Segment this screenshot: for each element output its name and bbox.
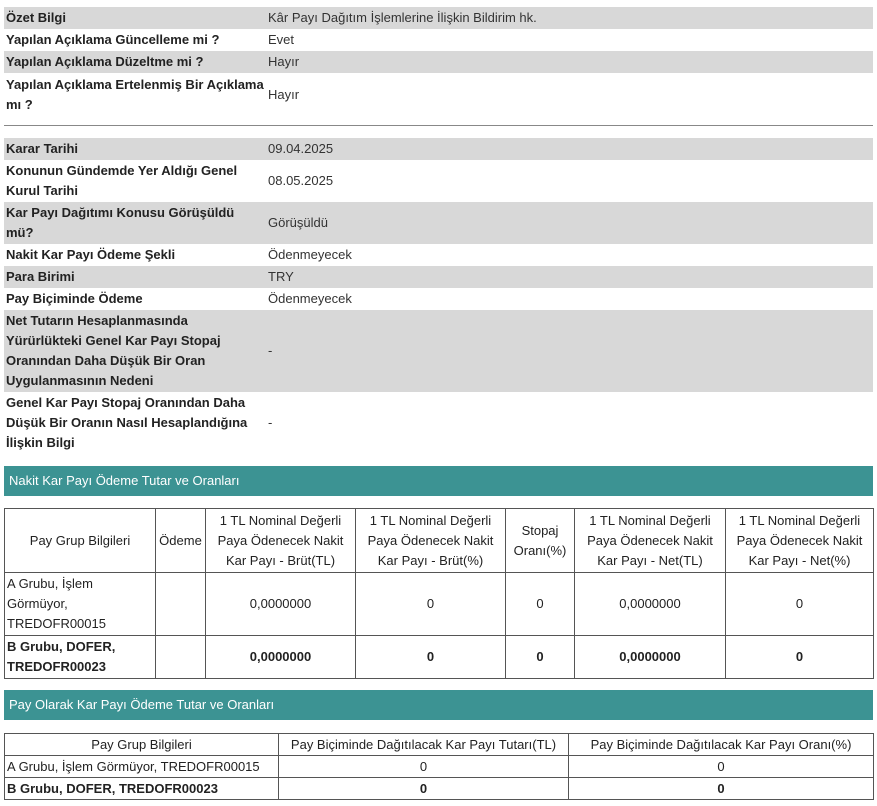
summary-row: [4, 7, 873, 29]
details-value: Görüşüldü: [264, 202, 873, 244]
details-value: Ödenmeyecek: [268, 247, 352, 262]
table-cell: 0: [279, 778, 569, 800]
details-row: [4, 266, 873, 288]
table-cell: 0,0000000: [575, 636, 726, 679]
share-dividend-table: [4, 733, 874, 800]
table-cell: [156, 573, 206, 636]
table-cell: 0: [356, 636, 506, 679]
details-value: 09.04.2025: [264, 138, 873, 160]
details-value: -: [264, 310, 873, 392]
column-header: 1 TL Nominal Değerli Paya Ödenecek Nakit Kar Payı - Net(TL): [575, 509, 726, 573]
column-header: 1 TL Nominal Değerli Paya Ödenecek Nakit Kar Payı - Brüt(%): [356, 509, 506, 573]
table-cell: 0,0000000: [206, 636, 356, 679]
details-row: [4, 202, 873, 244]
table-cell: A Grubu, İşlem Görmüyor, TREDOFR00015: [5, 756, 279, 778]
details-key: Genel Kar Payı Stopaj Oranından Daha Düşük Bir Oranın Nasıl Hesaplandığına İlişkin Bilgi: [6, 395, 248, 450]
details-row: [4, 138, 873, 160]
details-row: [4, 244, 873, 266]
summary-value: Hayır: [264, 51, 873, 73]
table-cell: [156, 636, 206, 679]
column-header: Ödeme: [156, 509, 206, 573]
table-cell: 0: [506, 636, 575, 679]
table-cell: 0,0000000: [206, 573, 356, 636]
details-key: Konunun Gündemde Yer Aldığı Genel Kurul Tarihi: [6, 163, 238, 198]
table-row: [5, 573, 874, 636]
table-cell: 0: [279, 756, 569, 778]
column-header: Pay Biçiminde Dağıtılacak Kar Payı Oranı(%): [569, 734, 874, 756]
column-header: 1 TL Nominal Değerli Paya Ödenecek Nakit Kar Payı - Net(%): [726, 509, 874, 573]
table-cell: 0: [569, 778, 874, 800]
summary-key: Yapılan Açıklama Güncelleme mi ?: [6, 32, 220, 47]
details-key: Karar Tarihi: [4, 138, 264, 160]
summary-key: Özet Bilgi: [4, 7, 264, 29]
summary-key: Yapılan Açıklama Ertelenmiş Bir Açıklama mı ?: [6, 77, 264, 112]
table-cell: 0: [569, 756, 874, 778]
summary-value: Kâr Payı Dağıtım İşlemlerine İlişkin Bildirim hk.: [264, 7, 873, 29]
details-value: 08.05.2025: [268, 173, 334, 188]
table-cell: 0,0000000: [575, 573, 726, 636]
table-cell: B Grubu, DOFER, TREDOFR00023: [5, 778, 279, 800]
table-row: [5, 756, 874, 778]
details-key: Net Tutarın Hesaplanmasında Yürürlükteki Genel Kar Payı Stopaj Oranından Daha Düşük Bir Oran Uygulanmasının Nedeni: [4, 310, 264, 392]
summary-key: Yapılan Açıklama Düzeltme mi ?: [4, 51, 264, 73]
divider: [4, 125, 873, 126]
details-row: [4, 160, 873, 202]
column-header: Pay Biçiminde Dağıtılacak Kar Payı Tutarı(TL): [279, 734, 569, 756]
summary-table: [4, 7, 873, 117]
column-header: 1 TL Nominal Değerli Paya Ödenecek Nakit Kar Payı - Brüt(TL): [206, 509, 356, 573]
details-key: Para Birimi: [4, 266, 264, 288]
table-cell: B Grubu, DOFER, TREDOFR00023: [5, 636, 156, 679]
details-row: [4, 310, 873, 392]
summary-row: [4, 29, 873, 51]
table-cell: 0: [726, 573, 874, 636]
share-section-title: Pay Olarak Kar Payı Ödeme Tutar ve Oranları: [4, 690, 873, 720]
cash-section-title: Nakit Kar Payı Ödeme Tutar ve Oranları: [4, 466, 873, 496]
details-key: Nakit Kar Payı Ödeme Şekli: [6, 247, 176, 262]
details-value: -: [268, 415, 273, 430]
table-header-row: [5, 509, 874, 573]
table-cell: 0: [506, 573, 575, 636]
table-header-row: [5, 734, 874, 756]
table-cell: 0: [726, 636, 874, 679]
summary-row: [4, 73, 873, 117]
summary-value: Evet: [268, 32, 295, 47]
table-cell: A Grubu, İşlem Görmüyor, TREDOFR00015: [5, 573, 156, 636]
details-key: Pay Biçiminde Ödeme: [6, 291, 143, 306]
summary-value: Hayır: [268, 87, 300, 102]
column-header: Pay Grup Bilgileri: [5, 734, 279, 756]
details-row: [4, 392, 873, 454]
column-header: Pay Grup Bilgileri: [5, 509, 156, 573]
details-value: TRY: [264, 266, 873, 288]
column-header: Stopaj Oranı(%): [506, 509, 575, 573]
table-cell: 0: [356, 573, 506, 636]
table-row: [5, 636, 874, 679]
details-table: [4, 138, 873, 454]
table-row: [5, 778, 874, 800]
details-value: Ödenmeyecek: [268, 291, 352, 306]
details-key: Kar Payı Dağıtımı Konusu Görüşüldü mü?: [4, 202, 264, 244]
details-row: [4, 288, 873, 310]
cash-dividend-table: [4, 508, 874, 679]
summary-row: [4, 51, 873, 73]
